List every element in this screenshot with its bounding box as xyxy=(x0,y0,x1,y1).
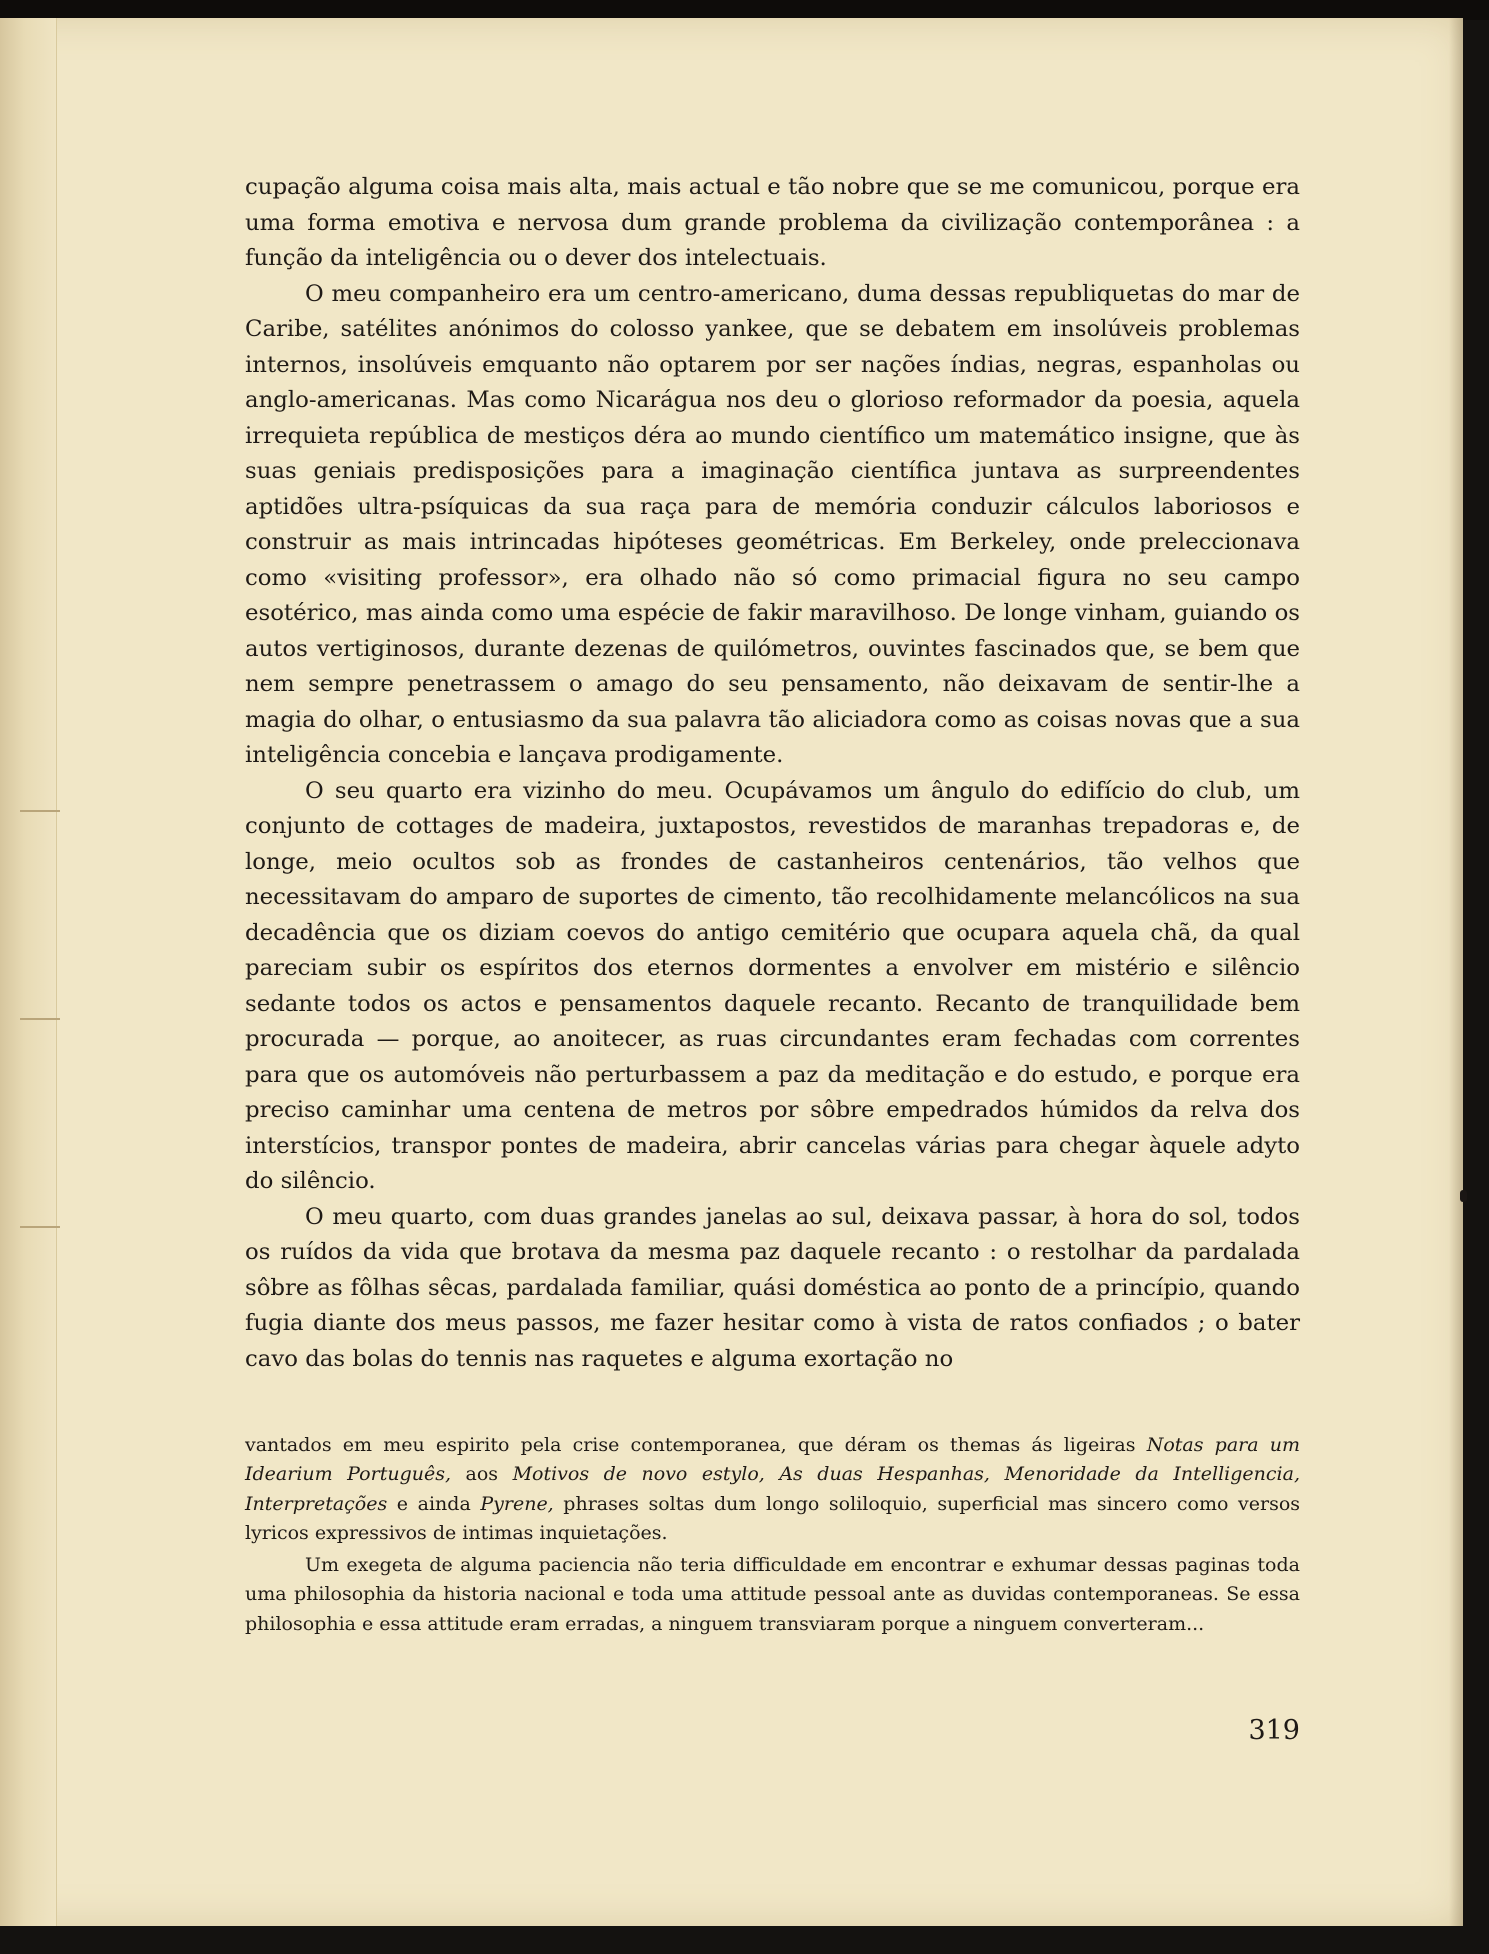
footnote-text: e ainda xyxy=(387,1492,481,1515)
footnote-paragraph: Um exegeta de alguma paciencia não teria difficuldade em encontrar e exhumar dessas paginas toda uma philosophia da historia nacional e toda uma attitude pessoal ante as duvidas contemporaneas. Se essa philosophia e essa attitude eram erradas, a ninguem transviaram porque a ninguem converteram... xyxy=(245,1554,1300,1635)
page-content xyxy=(245,170,1300,1639)
paragraph: O meu quarto, com duas grandes janelas ao sul, deixava passar, à hora do sol, todos os ruídos da vida que brotava da mesma paz daquele recanto : o restolhar da pardalada sôbre as fôlhas sêcas, pardalada familiar, quási doméstica ao ponto de a princípio, quando fugia diante dos meus passos, me fazer hesitar como à vista de ratos confiados ; o bater cavo das bolas do tennis nas raquetes e alguma exortação no xyxy=(245,1203,1300,1372)
footnote xyxy=(245,1431,1300,1639)
paragraph: O meu companheiro era um centro-americano, duma dessas republiquetas do mar de Caribe, satélites anónimos do colosso yankee, que se debatem em insolúveis problemas internos, insolúveis emquanto não optarem por ser nações índias, negras, espanholas ou anglo-americanas. Mas como Nicarágua nos deu o glorioso reformador da poesia, aquela irrequieta república de mestiços déra ao mundo científico um matemático insigne, que às suas geniais predisposições para a imaginação científica juntava as surpreendentes aptidões ultra-psíquicas da sua raça para de memória conduzir cálculos laboriosos e construir as mais intrincadas hipóteses geométricas. Em Berkeley, onde preleccionava como «visiting professor», era olhado não só como primacial figura no seu campo esotérico, mas ainda como uma espécie de fakir maravilhoso. De longe vinham, guiando os autos vertiginosos, durante dezenas de quilómetros, ouvintes fascinados que, se bem que nem sempre penetrassem o amago do seu pensamento, não deixavam de sentir-lhe a magia do olhar, o entusiasmo da sua palavra tão aliciadora como as coisas novas que a sua inteligência concebia e lançava prodigamente. xyxy=(245,280,1300,768)
paragraph: cupação alguma coisa mais alta, mais actual e tão nobre que se me comunicou, porque era uma forma emotiva e nervosa dum grande problema da civilização contemporânea : a função da inteligência ou o dever dos intelectuais. xyxy=(245,174,1300,271)
margin-mark xyxy=(20,1018,60,1020)
page-binding-edge xyxy=(0,18,57,1926)
margin-mark xyxy=(20,810,60,812)
page-number: 319 xyxy=(1248,1715,1300,1746)
footnote-title-italic: Pyrene, xyxy=(480,1492,554,1515)
footnote-text: aos xyxy=(451,1463,513,1486)
margin-mark xyxy=(20,1226,60,1228)
scan-top-edge xyxy=(0,0,1489,20)
footnote-text: phrases soltas dum longo soliloquio, superficial mas sincero como versos lyricos expressivos de intimas inquietações. xyxy=(245,1492,1301,1544)
scan-artifact-dot xyxy=(1460,1190,1467,1202)
main-text xyxy=(245,170,1300,1377)
page-edge-shadow xyxy=(1449,18,1463,1926)
footnote-text: vantados em meu espirito pela crise contemporanea, que déram os themas ás ligeiras xyxy=(245,1434,1147,1456)
footnote-title-italic: Notas para um Idearium Português, xyxy=(245,1434,1300,1486)
footnote-title-italic: Motivos de novo estylo, As duas Hespanhas, Menoridade da Intelligencia, Interpretações xyxy=(245,1463,1300,1515)
paragraph: O seu quarto era vizinho do meu. Ocupávamos um ângulo do edifício do club, um conjunto de cottages de madeira, juxtapostos, revestidos de maranhas trepadoras e, de longe, meio ocultos sob as frondes de castanheiros centenários, tão velhos que necessitavam do amparo de suportes de cimento, tão recolhidamente melancólicos na sua decadência que os diziam coevos do antigo cemitério que ocupara aquela chã, da qual pareciam subir os espíritos dos eternos dormentes a envolver em mistério e silêncio sedante todos os actos e pensamentos daquele recanto. Recanto de tranquilidade bem procurada — porque, ao anoitecer, as ruas circundantes eram fechadas com correntes para que os automóveis não perturbassem a paz da meditação e do estudo, e porque era preciso caminhar uma centena de metros por sôbre empedrados húmidos da relva dos interstícios, transpor pontes de madeira, abrir cancelas várias para chegar àquele adyto do silêncio. xyxy=(245,777,1300,1194)
footnote-paragraph xyxy=(245,1431,1300,1548)
